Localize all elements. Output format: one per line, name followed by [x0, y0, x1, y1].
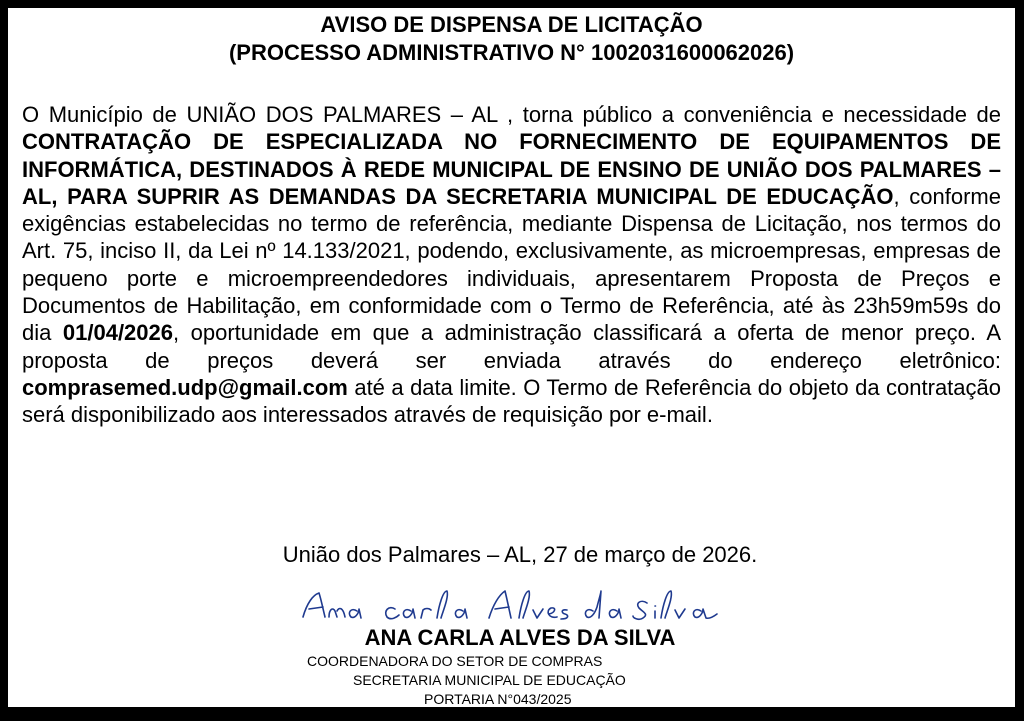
- body-closing: até a data limite. O Termo de Referência do objeto da contratação será disponibilizado aos interessados através de requisição por e-mail.: [22, 374, 1001, 428]
- notice-body: [22, 101, 1001, 429]
- signer-ordinance: PORTARIA N°043/2025: [424, 691, 572, 707]
- deadline-date: 01/04/2026: [62, 320, 173, 346]
- contact-email: comprasemed.udp@gmail.com: [22, 374, 348, 400]
- place-date: União dos Palmares – AL, 27 de março de 2026.: [282, 542, 758, 567]
- body-conditions: , conforme exigências estabelecidas no termo de referência, mediante Dispensa de Licitação, nos termos do Art. 75, inciso II, da Lei nº 14.133/2021, podendo, exclusivamente, as microempresas, empresas de pequeno porte e microempreendedores individuais, apresentarem Proposta de Preços e Documentos de Habilitação, em conformidade com o Termo de Referência, até às 23h59m59s do dia: [22, 183, 1001, 346]
- body-submission: , oportunidade em que a administração classificará a oferta de menor preço. A proposta de preços deverá ser enviada através do endereço eletrônico:: [22, 320, 1001, 373]
- notice-document: [8, 8, 1015, 707]
- signer-department: SECRETARIA MUNICIPAL DE EDUCAÇÃO: [353, 672, 626, 688]
- signer-role: COORDENADORA DO SETOR DE COMPRAS: [307, 653, 603, 669]
- body-intro: O Município de UNIÃO DOS PALMARES – AL , torna público a conveniência e necessidade de: [22, 102, 1001, 127]
- notice-title: AVISO DE DISPENSA DE LICITAÇÃO: [320, 12, 703, 37]
- contract-object: CONTRATAÇÃO DE ESPECIALIZADA NO FORNECIMENTO DE EQUIPAMENTOS DE INFORMÁTICA, DESTINADOS À REDE MUNICIPAL DE ENSINO DE UNIÃO DOS PALMARES – AL, PARA SUPRIR AS DEMANDAS DA SECRETARIA MUNICIPAL DE EDUCAÇÃO: [22, 129, 1001, 209]
- process-number: (PROCESSO ADMINISTRATIVO N° 1002031600062026): [228, 40, 795, 65]
- signer-name: ANA CARLA ALVES DA SILVA: [364, 625, 676, 650]
- handwritten-signature: [293, 581, 723, 629]
